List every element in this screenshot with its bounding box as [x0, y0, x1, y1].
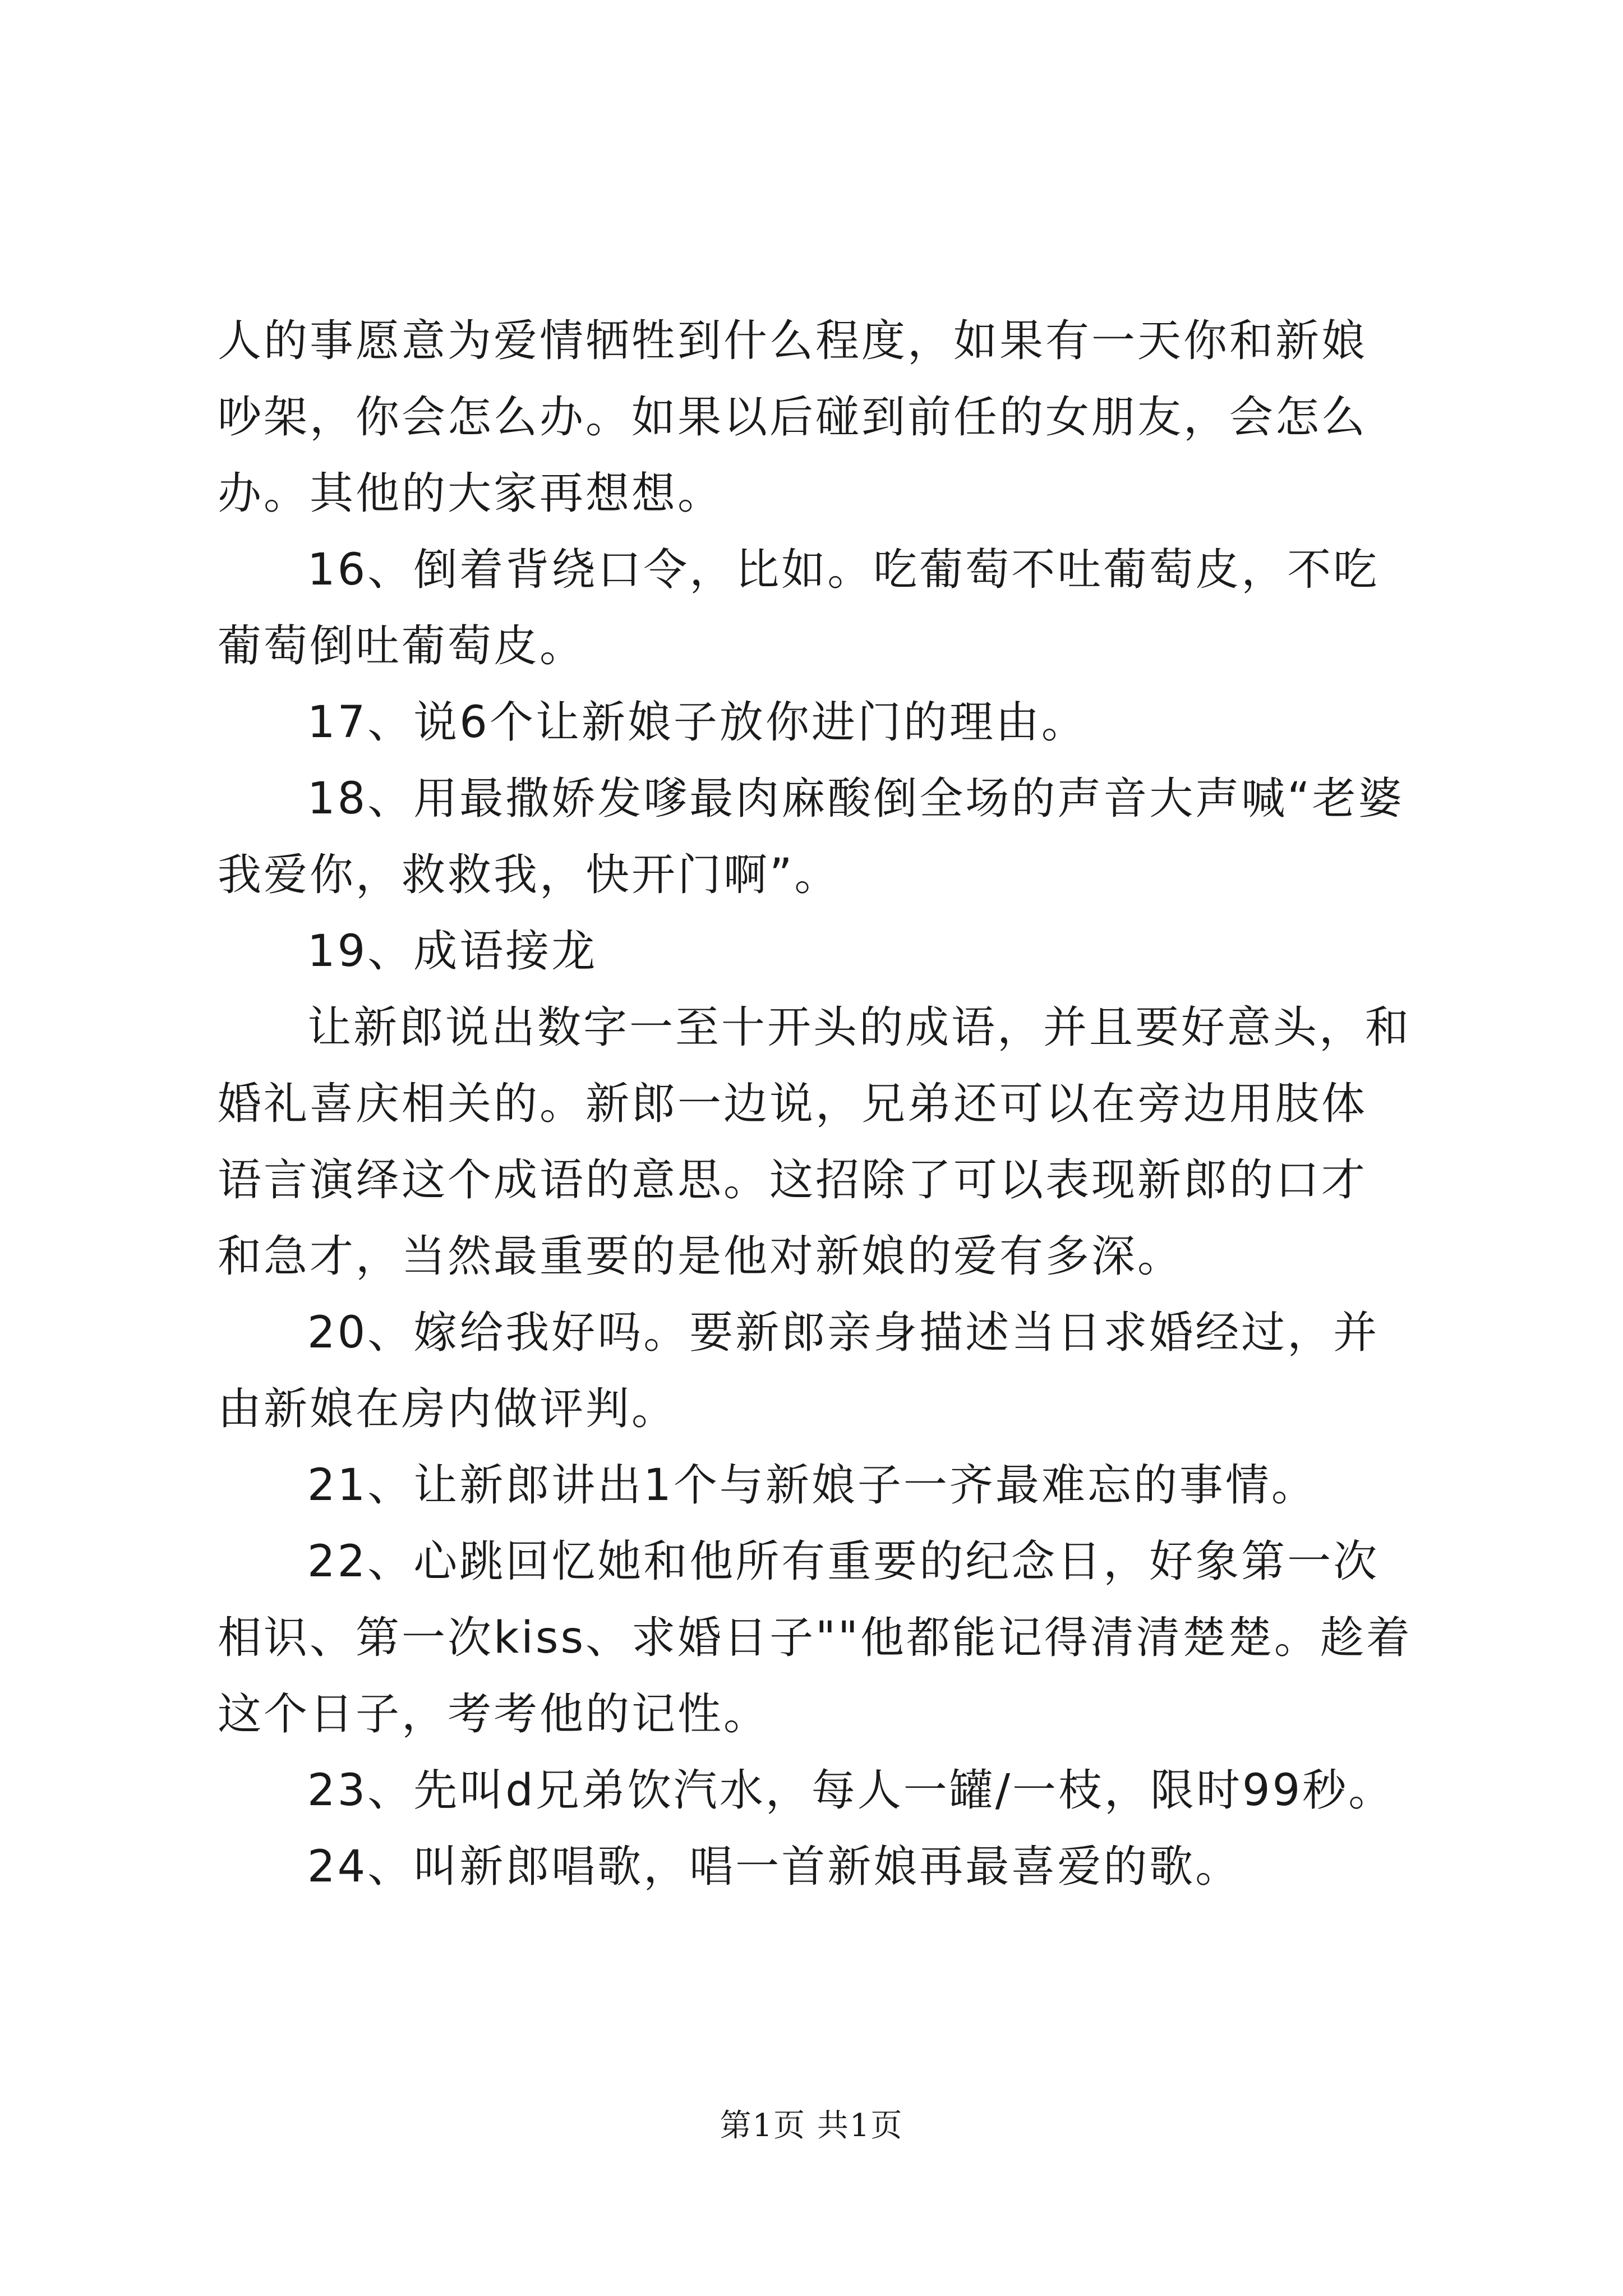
paragraph-item-19: 19、成语接龙	[307, 926, 598, 977]
paragraph-item-20: 20、嫁给我好吗。要新郎亲身描述当日求婚经过，并由新娘在房内做评判。	[218, 1308, 1380, 1434]
paragraph-item-17: 17、说6个让新娘子放你进门的理由。	[307, 697, 1087, 748]
page-number-footer: 第1页 共1页	[720, 2108, 903, 2144]
paragraph-item-22: 22、心跳回忆她和他所有重要的纪念日，好象第一次相识、第一次kiss、求婚日子""他都能记得清清楚楚。趁着这个日子，考考他的记性。	[218, 1536, 1412, 1740]
paragraph-item-18: 18、用最撒娇发嗲最肉麻酸倒全场的声音大声喊“老婆我爱你，救救我，快开门啊”。	[218, 774, 1404, 900]
paragraph-item-21: 21、让新郎讲出1个与新娘子一齐最难忘的事情。	[307, 1460, 1317, 1511]
paragraph-continuation: 人的事愿意为爱情牺牲到什么程度，如果有一天你和新娘吵架，你会怎么办。如果以后碰到前任的女朋友，会怎么办。其他的大家再想想。	[218, 316, 1368, 519]
paragraph-item-19-detail: 让新郎说出数字一至十开头的成语，并且要好意头，和婚礼喜庆相关的。新郎一边说，兄弟还可以在旁边用肢体语言演绎这个成语的意思。这招除了可以表现新郎的口才和急才，当然最重要的是他对新娘的爱有多深。	[218, 1002, 1412, 1282]
paragraph-item-24: 24、叫新郎唱歌，唱一首新娘再最喜爱的歌。	[307, 1842, 1242, 1892]
paragraph-item-23: 23、先叫d兄弟饮汽水，每人一罐/一枝，限时99秒。	[307, 1765, 1395, 1816]
paragraph-item-16: 16、倒着背绕口令，比如。吃葡萄不吐葡萄皮，不吃葡萄倒吐葡萄皮。	[218, 545, 1380, 671]
document-body	[218, 303, 1412, 1905]
